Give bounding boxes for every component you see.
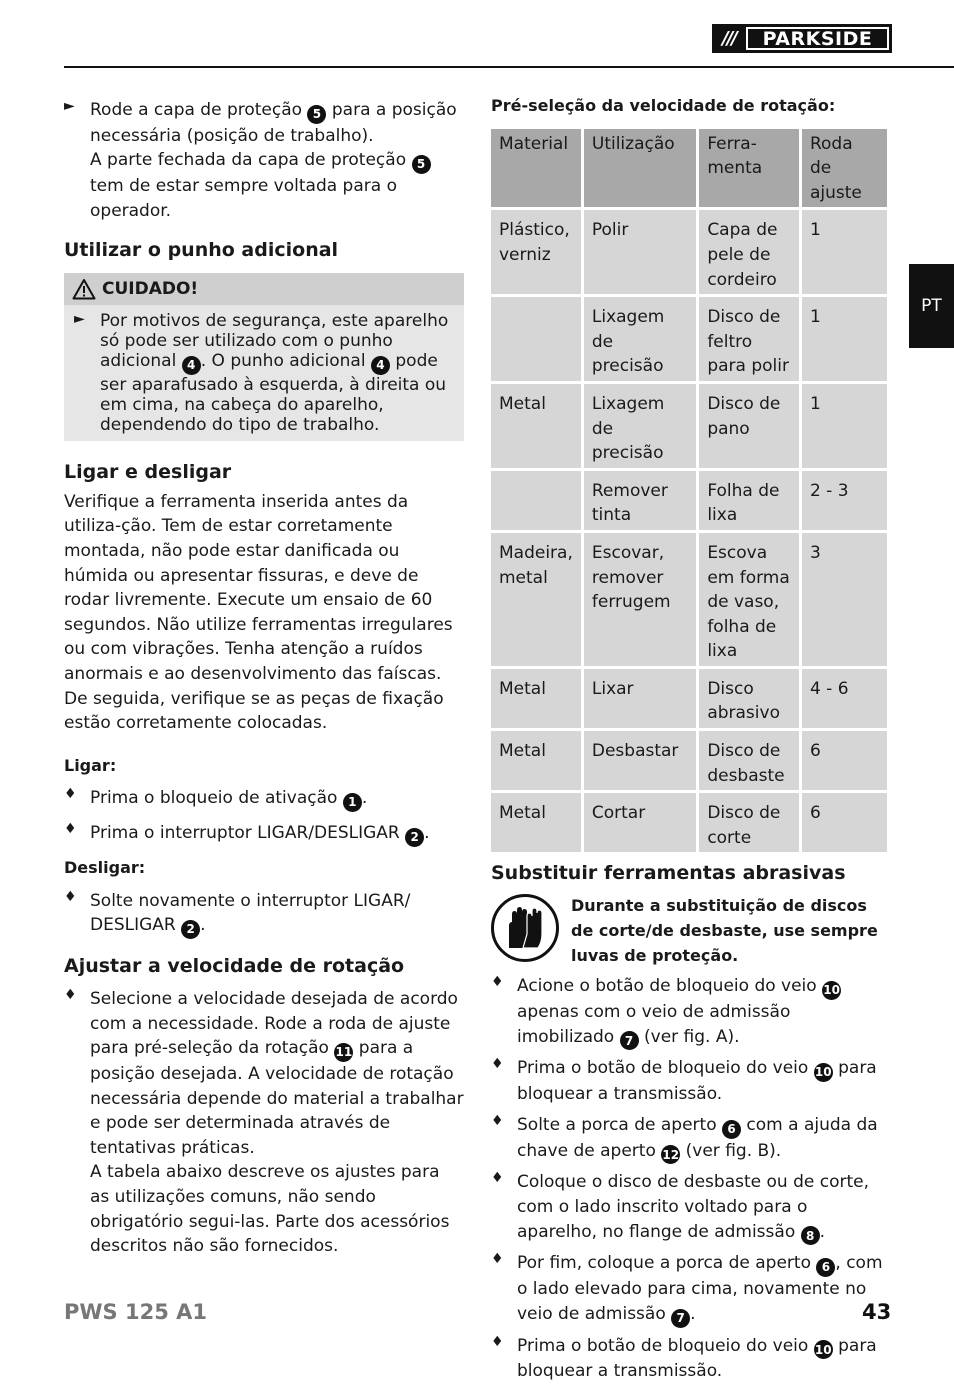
text-fragment: . bbox=[690, 1303, 696, 1324]
text-fragment: , com o lado elevado para cima, novamente no veio de admissão bbox=[517, 1253, 883, 1324]
reference-number-badge: 5 bbox=[307, 105, 326, 124]
ligar-label: Ligar: bbox=[64, 755, 117, 775]
list-item-text bbox=[517, 1170, 889, 1245]
velocidade-continuation: A tabela abaixo descreve os ajustes para as utilizações comuns, não sendo obrigatório segui-las. Parte dos acessórios descritos não são fornecidos. bbox=[90, 1162, 450, 1257]
list-item bbox=[64, 148, 464, 223]
table-row bbox=[491, 533, 887, 666]
desligar-list bbox=[64, 889, 464, 939]
list-item-text bbox=[517, 974, 889, 1050]
text-fragment: Rode a capa de proteção bbox=[90, 100, 308, 120]
diamond-bullet-icon: ♦ bbox=[491, 1170, 504, 1187]
header-rule bbox=[64, 66, 954, 68]
table-cell bbox=[491, 297, 581, 381]
reference-number-badge: 1 bbox=[343, 793, 362, 812]
diamond-bullet-icon: ♦ bbox=[491, 1333, 504, 1350]
list-item-text bbox=[90, 786, 464, 812]
text-fragment: . bbox=[200, 915, 206, 936]
table-header-cell: Roda de ajuste bbox=[802, 129, 887, 208]
diamond-bullet-icon: ♦ bbox=[64, 821, 77, 838]
caution-box bbox=[64, 273, 464, 441]
table-cell: Disco de pano bbox=[699, 384, 799, 468]
list-item-text bbox=[90, 987, 464, 1160]
intro-instructions bbox=[64, 98, 464, 223]
text-fragment: Acione o botão de bloqueio do veio bbox=[517, 976, 823, 997]
table-row bbox=[491, 793, 887, 852]
table-body bbox=[491, 210, 887, 852]
list-item bbox=[491, 1170, 889, 1245]
table-row bbox=[491, 297, 887, 381]
text-fragment: (ver fig. A). bbox=[638, 1026, 740, 1047]
velocidade-list bbox=[64, 987, 464, 1160]
table-cell: 6 bbox=[802, 731, 887, 790]
table-cell: Folha de lixa bbox=[699, 471, 799, 530]
text-fragment: Prima o botão de bloqueio do veio bbox=[517, 1335, 814, 1356]
table-cell: 1 bbox=[802, 210, 887, 294]
reference-number-badge: 10 bbox=[814, 1340, 833, 1359]
list-item-text bbox=[90, 98, 464, 148]
reference-number-badge: 6 bbox=[722, 1120, 741, 1139]
caution-body bbox=[64, 305, 464, 441]
text-fragment: . bbox=[424, 823, 430, 844]
list-item-text bbox=[90, 821, 464, 847]
table-header-row bbox=[491, 129, 887, 208]
text-fragment: com a ajuda da chave de aperto bbox=[517, 1114, 878, 1161]
list-item bbox=[64, 821, 464, 847]
parkside-logo bbox=[712, 24, 892, 53]
speed-table bbox=[488, 126, 890, 856]
table-row bbox=[491, 731, 887, 790]
table-row bbox=[491, 384, 887, 468]
reference-number-badge: 2 bbox=[405, 828, 424, 847]
table-cell: Capa de pele de cordeiro bbox=[699, 210, 799, 294]
footer-model: PWS 125 A1 bbox=[64, 1300, 208, 1324]
reference-number-badge: 11 bbox=[334, 1043, 353, 1062]
text-fragment: Solte novamente o interruptor LIGAR/ DESLIGAR bbox=[90, 890, 411, 936]
text-fragment: Prima o botão de bloqueio do veio bbox=[517, 1058, 814, 1079]
text-fragment: (ver fig. B). bbox=[680, 1140, 782, 1161]
table-row bbox=[491, 669, 887, 728]
table-cell: Cortar bbox=[584, 793, 696, 852]
table-cell: 6 bbox=[802, 793, 887, 852]
text-fragment: . O punho adicional bbox=[200, 351, 371, 372]
list-item-text bbox=[517, 1334, 889, 1384]
diamond-bullet-icon: ♦ bbox=[64, 986, 77, 1003]
table-row bbox=[491, 471, 887, 530]
logo-stripes: /// bbox=[722, 28, 736, 49]
diamond-bullet-icon: ♦ bbox=[64, 888, 77, 905]
diamond-bullet-icon: ♦ bbox=[491, 974, 504, 991]
table-cell: Escova em forma de vaso, folha de lixa bbox=[699, 533, 799, 666]
diamond-bullet-icon: ♦ bbox=[491, 1251, 504, 1268]
list-item-text bbox=[90, 148, 464, 223]
gloves-notice bbox=[491, 894, 889, 968]
text-fragment: pode ser aparafusado à esquerda, à direita ou em cima, na cabeça do aparelho, dependendo do tipo de trabalho. bbox=[100, 351, 447, 435]
table-cell: Disco de feltro para polir bbox=[699, 297, 799, 381]
warning-triangle-icon bbox=[72, 278, 96, 300]
list-item-text bbox=[517, 1056, 889, 1106]
text-fragment: Prima o interruptor LIGAR/DESLIGAR bbox=[90, 823, 406, 844]
table-cell: Lixagem de precisão bbox=[584, 384, 696, 468]
heading-ligar: Ligar e desligar bbox=[64, 460, 232, 483]
gloves-icon bbox=[491, 894, 559, 962]
table-cell: Lixagem de precisão bbox=[584, 297, 696, 381]
list-item bbox=[491, 1251, 892, 1327]
text-fragment: para bloquear a transmissão. bbox=[517, 1058, 877, 1105]
reference-number-badge: 5 bbox=[412, 155, 431, 174]
reference-number-badge: 2 bbox=[181, 920, 200, 939]
table-cell: 1 bbox=[802, 384, 887, 468]
substituir-list bbox=[491, 974, 892, 1384]
table-cell: Metal bbox=[491, 669, 581, 728]
table-cell: Lixar bbox=[584, 669, 696, 728]
list-item bbox=[64, 786, 464, 812]
list-item bbox=[491, 1334, 889, 1384]
text-fragment: Por fim, coloque a porca de aperto bbox=[517, 1253, 817, 1274]
text-fragment: para bloquear a transmissão. bbox=[517, 1335, 877, 1382]
table-title: Pré-seleção da velocidade de rotação: bbox=[491, 96, 836, 115]
reference-number-badge: 4 bbox=[371, 356, 390, 375]
table-cell: Metal bbox=[491, 793, 581, 852]
list-item-text bbox=[517, 1113, 889, 1165]
list-item bbox=[491, 974, 889, 1050]
text-fragment: para a posição desejada. A velocidade de rotação necessária depende do material a trabalhar e pode ser determinada através de tentativas práticas. bbox=[90, 1038, 464, 1158]
caution-text bbox=[100, 311, 448, 435]
list-item bbox=[64, 987, 464, 1160]
text-fragment: Selecione a velocidade desejada de acordo com a necessidade. Rode a roda de ajuste para pré-seleção da rotação bbox=[90, 988, 458, 1059]
list-item bbox=[491, 1056, 889, 1106]
reference-number-badge: 7 bbox=[671, 1309, 690, 1328]
diamond-bullet-icon: ♦ bbox=[491, 1056, 504, 1073]
text-fragment: apenas com o veio de admissão imobilizado bbox=[517, 1002, 791, 1047]
heading-punho: Utilizar o punho adicional bbox=[64, 239, 339, 262]
text-fragment: Solte a porca de aperto bbox=[517, 1114, 723, 1135]
table-cell: Plástico, verniz bbox=[491, 210, 581, 294]
list-item bbox=[491, 1113, 889, 1165]
table-header-cell: Ferra-menta bbox=[699, 129, 799, 208]
table-header-cell: Utilização bbox=[584, 129, 696, 208]
list-item-text bbox=[517, 1251, 892, 1327]
text-fragment: para a posição necessária (posição de trabalho). bbox=[90, 100, 457, 146]
text-fragment: A parte fechada da capa de proteção bbox=[90, 150, 412, 171]
diamond-bullet-icon: ♦ bbox=[491, 1112, 504, 1129]
desligar-label: Desligar: bbox=[64, 858, 146, 877]
table-row bbox=[491, 210, 887, 294]
text-fragment: . bbox=[361, 788, 368, 809]
caution-item bbox=[74, 311, 456, 435]
caution-header bbox=[64, 273, 464, 305]
reference-number-badge: 7 bbox=[620, 1031, 639, 1050]
table-cell: Desbastar bbox=[584, 731, 696, 790]
table-cell: 1 bbox=[802, 297, 887, 381]
page-number: 43 bbox=[862, 1300, 892, 1324]
table-cell: 3 bbox=[802, 533, 887, 666]
arrow-bullet-icon: ► bbox=[64, 98, 75, 114]
table-cell: Polir bbox=[584, 210, 696, 294]
list-item bbox=[64, 98, 464, 148]
heading-substituir: Substituir ferramentas abrasivas bbox=[491, 862, 846, 885]
text-fragment: tem de estar sempre voltada para o operador. bbox=[90, 176, 397, 221]
table-cell: 2 - 3 bbox=[802, 471, 887, 530]
table-cell: Disco de corte bbox=[699, 793, 799, 852]
language-tab: PT bbox=[909, 264, 954, 348]
table-cell bbox=[491, 471, 581, 530]
table-cell: Madeira, metal bbox=[491, 533, 581, 666]
reference-number-badge: 4 bbox=[182, 356, 201, 375]
heading-velocidade: Ajustar a velocidade de rotação bbox=[64, 954, 405, 977]
gloves-text: Durante a substituição de discos de corte/de desbaste, use sempre luvas de proteção. bbox=[571, 896, 878, 965]
table-cell: 4 - 6 bbox=[802, 669, 887, 728]
text-fragment: Prima o bloqueio de ativação bbox=[90, 788, 343, 809]
caution-title: CUIDADO! bbox=[102, 279, 199, 300]
table-cell: Disco abrasivo bbox=[699, 669, 799, 728]
list-item-text bbox=[90, 889, 464, 939]
reference-number-badge: 8 bbox=[801, 1226, 820, 1245]
reference-number-badge: 6 bbox=[816, 1258, 835, 1277]
table-cell: Disco de desbaste bbox=[699, 731, 799, 790]
left-column bbox=[64, 98, 464, 1259]
table-cell: Metal bbox=[491, 731, 581, 790]
table-header-cell: Material bbox=[491, 129, 581, 208]
reference-number-badge: 10 bbox=[822, 981, 841, 1000]
text-fragment: . bbox=[819, 1221, 826, 1242]
ligar-paragraph: Verifique a ferramenta inserida antes da utiliza-ção. Tem de estar corretamente montada, não pode estar danificada ou húmida ou apresentar fissuras, e deve de rodar livremente. Execute um ensaio de 60 segundos. Não utilize ferramentas irregulares ou com vibrações. Tenha atenção a ruídos anormais e ao desenvolvimento das faíscas. De seguida, verifique se as peças de fixação estão corretamente colocadas. bbox=[64, 491, 453, 734]
table-cell: Metal bbox=[491, 384, 581, 468]
table-cell: Remover tinta bbox=[584, 471, 696, 530]
list-item bbox=[64, 889, 464, 939]
arrow-bullet-icon: ► bbox=[74, 311, 85, 328]
right-column bbox=[491, 94, 892, 1384]
ligar-list bbox=[64, 786, 464, 847]
diamond-bullet-icon: ♦ bbox=[64, 786, 77, 803]
reference-number-badge: 12 bbox=[661, 1145, 680, 1164]
text-fragment: Coloque o disco de desbaste ou de corte, com o lado inscrito voltado para o aparelho, no flange de admissão bbox=[517, 1172, 870, 1242]
logo-word: PARKSIDE bbox=[746, 27, 889, 50]
text-fragment: Por motivos de segurança, este aparelho só pode ser utilizado com o punho adicional bbox=[100, 311, 449, 372]
table-cell: Escovar, remover ferrugem bbox=[584, 533, 696, 666]
reference-number-badge: 10 bbox=[814, 1063, 833, 1082]
